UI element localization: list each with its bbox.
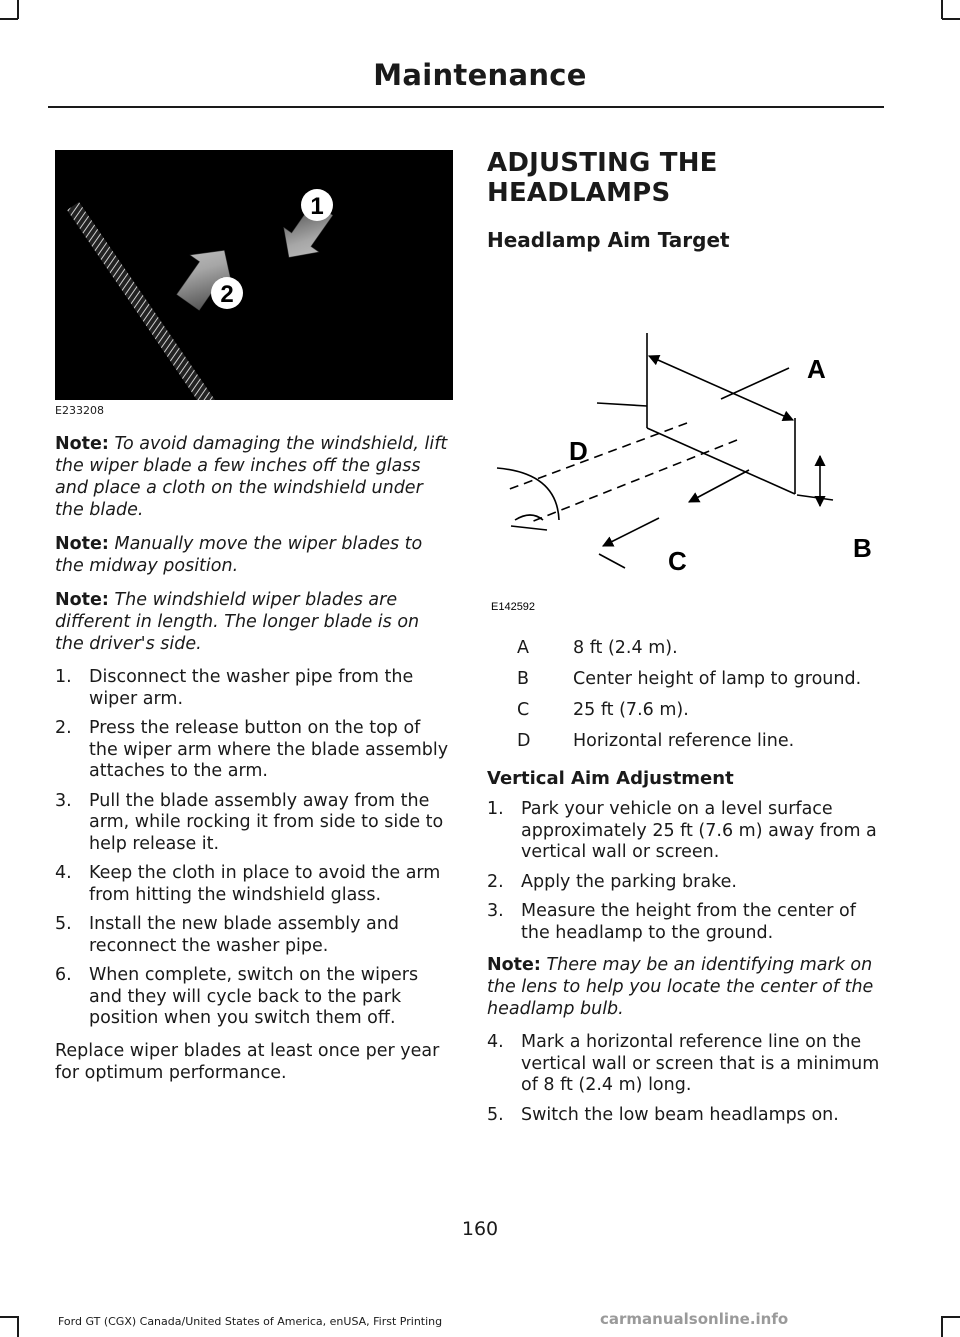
label-b: B [853,533,872,563]
aim-steps-list-b [487,1032,887,1126]
note-text: There may be an identifying mark on the lens to help you locate the center of the headlamp bulb. [487,955,874,1019]
step-number: 2. [55,718,72,738]
legend-key: D [517,731,531,751]
list-item [487,872,887,894]
callout-1-label: 1 [310,193,324,220]
note-text: Manually move the wiper blades to the midway position. [55,534,423,576]
crop-mark [942,18,960,20]
label-a-leader [721,368,789,399]
header-divider [48,106,884,108]
vertical-aim-heading: Vertical Aim Adjustment [487,768,734,789]
legend-key: B [517,669,530,689]
b-reference-tick [797,495,833,500]
wiper-illustration [55,150,453,400]
legend-value: 25 ft (7.6 m). [573,700,689,720]
step-number: 4. [487,1032,504,1052]
step-number: 6. [55,965,72,985]
wiper-photo [55,150,453,400]
wiper-steps-list [55,667,453,1030]
legend-row [517,637,887,659]
label-a: A [807,354,826,384]
step-number: 2. [487,871,504,892]
step-text: Keep the cloth in place to avoid the arm from hitting the windshield glass. [89,863,441,905]
step-number: 1. [55,667,72,687]
list-item [55,667,453,710]
step-number: 3. [487,901,504,921]
list-item [55,791,453,856]
right-column [487,148,887,1136]
note-label: Note: [55,534,109,554]
section-title: ADJUSTING THE HEADLAMPS [487,148,718,208]
step-number: 5. [487,1104,504,1125]
crop-mark [17,0,19,19]
legend-value: Center height of lamp to ground. [573,669,862,689]
legend-value: 8 ft (2.4 m). [573,638,678,658]
page-number: 160 [461,1218,499,1240]
left-column [55,150,453,1094]
watermark: carmanualsonline.info [600,1310,789,1328]
step-text: Apply the parking brake. [521,871,737,892]
step-text: Mark a horizontal reference line on the vertical wall or screen that is a minimum of 8 ft (2.4 m) long. [521,1032,880,1095]
legend-key: A [517,638,529,658]
legend-value: Horizontal reference line. [573,731,795,751]
note-2 [55,533,453,577]
dimension-c-arrow-right [689,470,749,502]
step-number: 4. [55,863,72,883]
step-text: When complete, switch on the wipers and they will cycle back to the park position when you switch them off. [89,965,419,1028]
headlamp-aim-diagram [487,258,887,613]
list-item [55,718,453,783]
list-item [55,863,453,906]
page-title: Maintenance [373,58,587,92]
list-item [55,965,453,1030]
diagram-legend [517,637,887,752]
car-front-outline [497,468,559,520]
step-text: Install the new blade assembly and reconnect the washer pipe. [89,914,399,956]
footer-text: Ford GT (CGX) Canada/United States of America, enUSA, First Printing [58,1315,443,1328]
closing-paragraph: Replace wiper blades at least once per year for optimum performance. [55,1040,440,1083]
aim-note [487,954,887,1020]
beam-line-lower [531,440,737,522]
legend-row [517,730,887,752]
dimension-a-arrow [649,356,793,420]
step-text: Measure the height from the center of the headlamp to the ground. [521,901,856,943]
note-text: To avoid damaging the windshield, lift the wiper blade a few inches off the glass and place a cloth on the windshield under the blade. [55,434,448,520]
note-label: Note: [55,590,109,610]
crop-mark [941,1316,943,1337]
headlamp-aim-svg [487,258,887,613]
c-reference-tick [599,554,625,568]
note-label: Note: [487,955,541,975]
list-item [487,901,887,944]
aim-steps-list-a [487,799,887,944]
note-3 [55,589,453,655]
list-item [487,799,887,864]
note-text: The windshield wiper blades are different in length. The longer blade is on the driver's side. [55,590,420,654]
label-c: C [668,546,687,576]
crop-mark [941,0,943,19]
step-number: 1. [487,799,504,819]
legend-row [517,668,887,690]
diagram-subtitle: Headlamp Aim Target [487,228,730,252]
step-text: Disconnect the washer pipe from the wiper arm. [89,667,414,709]
step-text: Pull the blade assembly away from the arm, while rocking it from side to side to help release it. [89,790,444,854]
note-1 [55,433,453,521]
list-item [487,1032,887,1097]
crop-mark [0,1316,18,1318]
list-item [487,1105,887,1127]
step-text: Press the release button on the top of the wiper arm where the blade assembly attaches to the arm. [89,718,449,781]
step-text: Park your vehicle on a level surface approximately 25 ft (7.6 m) away from a vertical wall or screen. [521,799,877,862]
figure-id: E233208 [55,404,104,417]
figure-id: E142592 [491,601,536,613]
step-number: 3. [55,790,72,811]
label-d: D [569,436,588,466]
dimension-c-arrow-left [603,518,659,546]
car-lower-outline [511,526,547,530]
crop-mark [17,1316,19,1337]
crop-mark [942,1316,960,1318]
legend-row [517,699,887,721]
list-item [55,914,453,957]
legend-key: C [517,700,530,720]
crop-mark [0,18,18,20]
note-label: Note: [55,434,109,454]
label-d-leader [597,403,647,406]
step-text: Switch the low beam headlamps on. [521,1104,839,1125]
callout-2-label: 2 [220,281,234,308]
step-number: 5. [55,914,72,934]
